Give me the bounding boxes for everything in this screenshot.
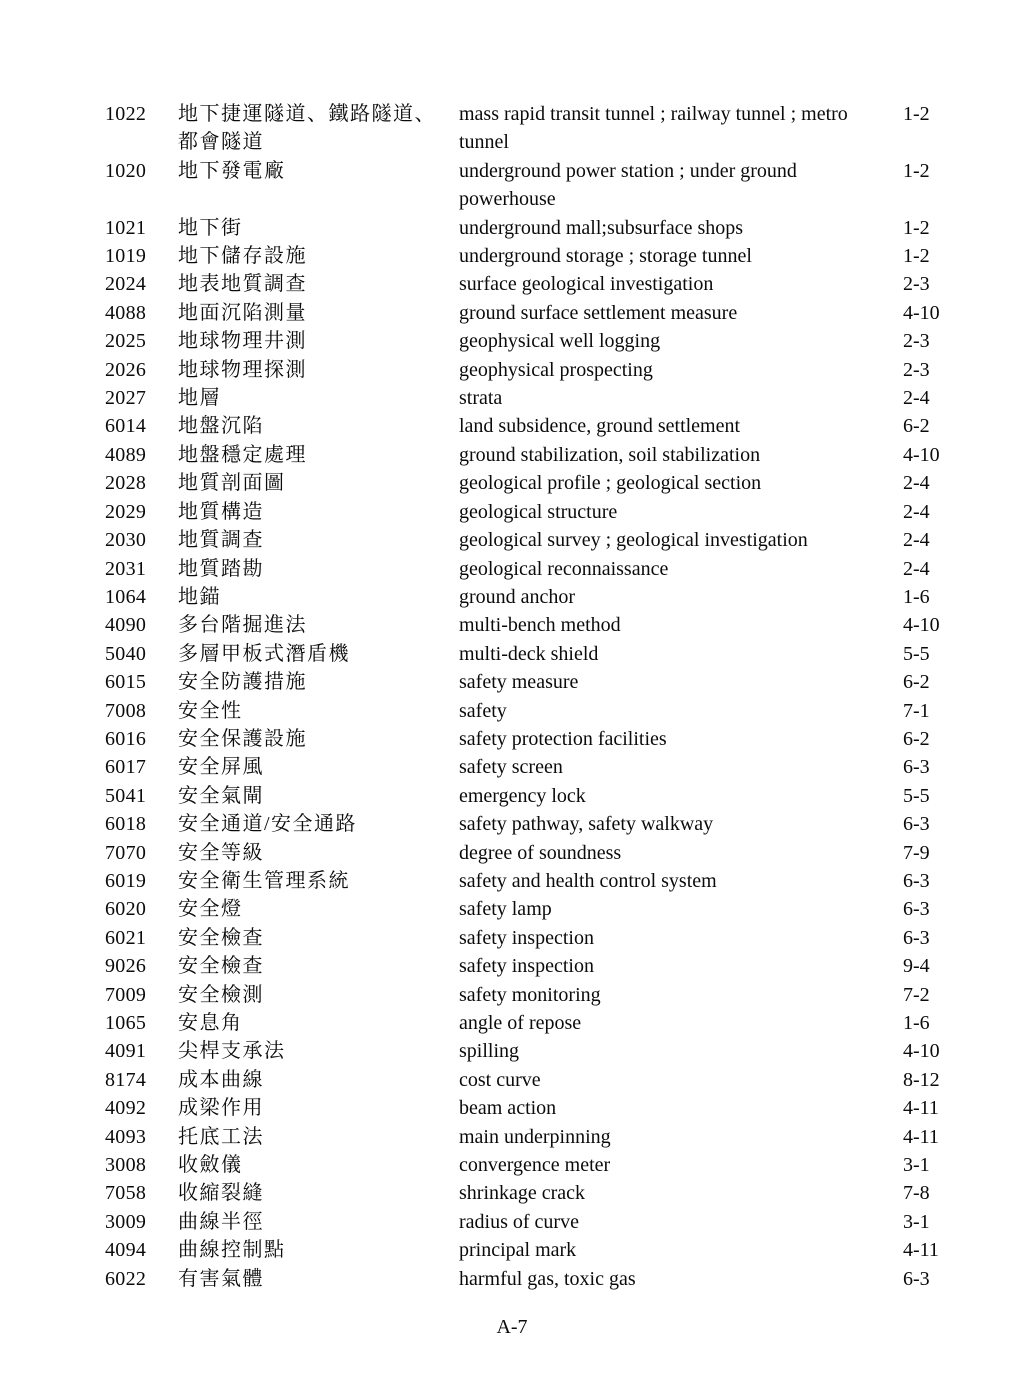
table-row [105, 611, 941, 639]
chinese-term-cell: 地盤沉陷 [178, 415, 264, 438]
page-ref-cell: 6-2 [903, 415, 930, 438]
chinese-term-cell: 尖桿支承法 [178, 1040, 286, 1063]
english-term-cell: safety pathway, safety walkway [459, 813, 714, 836]
chinese-term-cell: 安全檢查 [178, 926, 264, 949]
chinese-term-cell: 安全通道/安全通路 [178, 813, 358, 836]
chinese-term-cell: 地層 [178, 387, 221, 410]
english-term-cell: cost curve [459, 1068, 541, 1091]
page-ref-cell: 1-2 [903, 216, 930, 239]
page-ref-cell: 2-3 [903, 358, 930, 381]
english-term-cell: safety and health control system [459, 869, 717, 892]
table-row [105, 1094, 941, 1122]
table-row [105, 1037, 941, 1065]
page-ref-cell: 5-5 [903, 642, 930, 665]
chinese-term-cell: 地質調查 [178, 529, 264, 552]
page-ref-cell: 6-2 [903, 671, 930, 694]
term-code-cell: 7058 [105, 1182, 147, 1205]
page-ref-cell: 8-12 [903, 1068, 940, 1091]
table-row [105, 1009, 941, 1037]
table-row [105, 157, 941, 214]
chinese-term-cell: 地質剖面圖 [178, 472, 286, 495]
table-row [105, 327, 941, 355]
term-code-cell: 1064 [105, 585, 147, 608]
table-row [105, 412, 941, 440]
term-code-cell: 2027 [105, 387, 147, 410]
table-row [105, 1208, 941, 1236]
english-term-cell: safety monitoring [459, 983, 601, 1006]
chinese-term-cell: 安全屏風 [178, 756, 264, 779]
english-term-cell: safety lamp [459, 898, 552, 921]
table-row [105, 242, 941, 270]
english-term-cell: degree of soundness [459, 841, 622, 864]
table-row [105, 1179, 941, 1207]
page-ref-cell: 3-1 [903, 1210, 930, 1233]
page-ref-cell: 2-4 [903, 557, 930, 580]
term-code-cell: 4091 [105, 1040, 147, 1063]
table-row [105, 555, 941, 583]
term-code-cell: 6014 [105, 415, 147, 438]
chinese-term-cell: 收斂儀 [178, 1154, 243, 1177]
table-row [105, 782, 941, 810]
chinese-term-cell: 安全燈 [178, 898, 243, 921]
english-term-cell: principal mark [459, 1239, 577, 1262]
table-row [105, 214, 941, 242]
page-ref-cell: 6-3 [903, 813, 930, 836]
page-number-footer: A-7 [496, 1316, 528, 1338]
term-code-cell: 3008 [105, 1154, 147, 1177]
chinese-term-cell: 安全等級 [178, 841, 264, 864]
page-ref-cell: 1-2 [903, 159, 930, 182]
table-row [105, 1265, 941, 1293]
english-term-cell: safety inspection [459, 955, 594, 978]
chinese-term-cell: 地下儲存設施 [178, 245, 307, 268]
table-row [105, 384, 941, 412]
term-code-cell: 2025 [105, 330, 147, 353]
term-code-cell: 4090 [105, 614, 147, 637]
term-code-cell: 7008 [105, 699, 147, 722]
english-term-cell: safety measure [459, 671, 579, 694]
term-code-cell: 6019 [105, 869, 147, 892]
glossary-page-content [105, 100, 941, 1293]
table-row [105, 981, 941, 1009]
page-ref-cell: 9-4 [903, 955, 930, 978]
chinese-term-cell: 安全性 [178, 699, 243, 722]
english-term-cell: safety screen [459, 756, 563, 779]
english-term-cell: underground power station ; under ground powerhouse [459, 159, 797, 211]
chinese-term-cell: 托底工法 [178, 1125, 264, 1148]
page-ref-cell: 7-9 [903, 841, 930, 864]
term-code-cell: 4088 [105, 301, 147, 324]
chinese-term-cell: 曲線控制點 [178, 1239, 286, 1262]
page-ref-cell: 6-3 [903, 1267, 930, 1290]
chinese-term-cell: 安全保護設施 [178, 727, 307, 750]
term-code-cell: 6018 [105, 813, 147, 836]
page-ref-cell: 6-2 [903, 727, 930, 750]
term-code-cell: 4094 [105, 1239, 147, 1262]
table-row [105, 583, 941, 611]
term-code-cell: 2024 [105, 273, 147, 296]
table-row [105, 725, 941, 753]
chinese-term-cell: 地下發電廠 [178, 159, 286, 182]
chinese-term-cell: 地表地質調查 [178, 273, 307, 296]
english-term-cell: surface geological investigation [459, 273, 714, 296]
page-ref-cell: 2-4 [903, 529, 930, 552]
english-term-cell: ground stabilization, soil stabilization [459, 443, 761, 466]
term-code-cell: 1065 [105, 1012, 147, 1034]
english-term-cell: geological structure [459, 500, 618, 523]
chinese-term-cell: 地盤穩定處理 [178, 443, 307, 466]
chinese-term-cell: 安全防護措施 [178, 671, 307, 694]
english-term-cell: safety protection facilities [459, 727, 667, 750]
english-term-cell: safety [459, 699, 507, 722]
page-ref-cell: 3-1 [903, 1154, 930, 1177]
page-ref-cell: 6-3 [903, 926, 930, 949]
table-row [105, 100, 941, 157]
term-code-cell: 8174 [105, 1068, 147, 1091]
page-ref-cell: 2-4 [903, 472, 930, 495]
chinese-term-cell: 地質踏勘 [178, 557, 264, 580]
term-code-cell: 1020 [105, 159, 147, 182]
page-ref-cell: 1-2 [903, 245, 930, 268]
term-code-cell: 2030 [105, 529, 147, 552]
table-row [105, 668, 941, 696]
table-row [105, 498, 941, 526]
chinese-term-cell: 安全檢查 [178, 955, 264, 978]
term-code-cell: 6022 [105, 1267, 147, 1290]
term-code-cell: 2026 [105, 358, 147, 381]
table-row [105, 640, 941, 668]
page-ref-cell: 6-3 [903, 869, 930, 892]
page-ref-cell: 2-3 [903, 330, 930, 353]
page-ref-cell: 1-6 [903, 1012, 930, 1034]
english-term-cell: geophysical prospecting [459, 358, 653, 381]
english-term-cell: geological profile ; geological section [459, 472, 762, 495]
table-row [105, 1066, 941, 1094]
english-term-cell: underground mall;subsurface shops [459, 216, 744, 239]
page-ref-cell: 1-2 [903, 103, 930, 125]
english-term-cell: safety inspection [459, 926, 594, 949]
chinese-term-cell: 地下街 [178, 216, 243, 239]
term-code-cell: 9026 [105, 955, 147, 978]
english-term-cell: emergency lock [459, 784, 586, 807]
chinese-term-cell: 安全氣閘 [178, 784, 264, 807]
chinese-term-cell: 成梁作用 [178, 1097, 264, 1120]
chinese-term-cell: 多台階掘進法 [178, 614, 307, 637]
table-row [105, 299, 941, 327]
chinese-term-cell: 多層甲板式潛盾機 [178, 642, 350, 665]
english-term-cell: shrinkage crack [459, 1182, 586, 1205]
english-term-cell: angle of repose [459, 1012, 582, 1034]
english-term-cell: convergence meter [459, 1154, 611, 1177]
table-row [105, 1123, 941, 1151]
english-term-cell: multi-deck shield [459, 642, 599, 665]
page-ref-cell: 1-6 [903, 585, 930, 608]
english-term-cell: strata [459, 387, 503, 410]
english-term-cell: multi-bench method [459, 614, 621, 637]
chinese-term-cell: 收縮裂縫 [178, 1182, 264, 1205]
english-term-cell: ground anchor [459, 585, 576, 608]
page-ref-cell: 6-3 [903, 898, 930, 921]
page-ref-cell: 5-5 [903, 784, 930, 807]
page-ref-cell: 4-11 [903, 1239, 939, 1262]
term-code-cell: 2028 [105, 472, 147, 495]
table-row [105, 270, 941, 298]
term-code-cell: 6021 [105, 926, 147, 949]
chinese-term-cell: 安全衛生管理系統 [178, 869, 350, 892]
chinese-term-cell: 成本曲線 [178, 1068, 264, 1091]
chinese-term-cell: 地錨 [178, 585, 221, 608]
term-code-cell: 5040 [105, 642, 147, 665]
page-ref-cell: 4-10 [903, 1040, 940, 1063]
term-code-cell: 6015 [105, 671, 147, 694]
english-term-cell: beam action [459, 1097, 557, 1120]
chinese-term-cell: 安全檢測 [178, 983, 264, 1006]
english-term-cell: spilling [459, 1040, 520, 1063]
english-term-cell: harmful gas, toxic gas [459, 1267, 636, 1290]
page-ref-cell: 2-4 [903, 387, 930, 410]
table-row [105, 526, 941, 554]
table-row [105, 924, 941, 952]
term-code-cell: 2029 [105, 500, 147, 523]
english-term-cell: geological reconnaissance [459, 557, 669, 580]
term-code-cell: 4092 [105, 1097, 147, 1120]
page-ref-cell: 2-3 [903, 273, 930, 296]
page-ref-cell: 7-1 [903, 699, 930, 722]
term-code-cell: 1021 [105, 216, 147, 239]
table-row [105, 469, 941, 497]
english-term-cell: mass rapid transit tunnel ; railway tunnel ; metro tunnel [459, 103, 848, 154]
term-code-cell: 1019 [105, 245, 147, 268]
table-row [105, 697, 941, 725]
page-ref-cell: 4-10 [903, 301, 940, 324]
page-ref-cell: 4-10 [903, 614, 940, 637]
english-term-cell: geological survey ; geological investigation [459, 529, 808, 552]
term-code-cell: 6017 [105, 756, 147, 779]
table-row [105, 753, 941, 781]
english-term-cell: ground surface settlement measure [459, 301, 738, 324]
page-ref-cell: 2-4 [903, 500, 930, 523]
table-row [105, 867, 941, 895]
page-ref-cell: 7-2 [903, 983, 930, 1006]
english-term-cell: main underpinning [459, 1125, 611, 1148]
chinese-term-cell: 地球物理探測 [178, 358, 307, 381]
page-ref-cell: 4-11 [903, 1097, 939, 1120]
term-code-cell: 4089 [105, 443, 147, 466]
term-code-cell: 7070 [105, 841, 147, 864]
chinese-term-cell: 地面沉陷測量 [178, 301, 307, 324]
glossary-table [105, 100, 941, 1293]
term-code-cell: 6020 [105, 898, 147, 921]
table-row [105, 810, 941, 838]
english-term-cell: land subsidence, ground settlement [459, 415, 741, 438]
chinese-term-cell: 曲線半徑 [178, 1210, 264, 1233]
page-ref-cell: 6-3 [903, 756, 930, 779]
page-ref-cell: 4-11 [903, 1125, 939, 1148]
page-ref-cell: 4-10 [903, 443, 940, 466]
term-code-cell: 5041 [105, 784, 147, 807]
table-row [105, 839, 941, 867]
chinese-term-cell: 有害氣體 [178, 1267, 264, 1290]
table-row [105, 952, 941, 980]
chinese-term-cell: 安息角 [178, 1012, 243, 1034]
page-ref-cell: 7-8 [903, 1182, 930, 1205]
table-row [105, 441, 941, 469]
english-term-cell: geophysical well logging [459, 330, 661, 353]
term-code-cell: 7009 [105, 983, 147, 1006]
chinese-term-cell: 地質構造 [178, 500, 264, 523]
term-code-cell: 3009 [105, 1210, 147, 1233]
table-row [105, 356, 941, 384]
term-code-cell: 6016 [105, 727, 147, 750]
table-row [105, 1151, 941, 1179]
term-code-cell: 2031 [105, 557, 147, 580]
table-row [105, 1236, 941, 1264]
english-term-cell: underground storage ; storage tunnel [459, 245, 752, 268]
chinese-term-cell: 地下捷運隧道、鐵路隧道、都會隧道 [178, 103, 436, 154]
term-code-cell: 4093 [105, 1125, 147, 1148]
table-row [105, 895, 941, 923]
chinese-term-cell: 地球物理井測 [178, 330, 307, 353]
english-term-cell: radius of curve [459, 1210, 579, 1233]
term-code-cell: 1022 [105, 103, 147, 125]
